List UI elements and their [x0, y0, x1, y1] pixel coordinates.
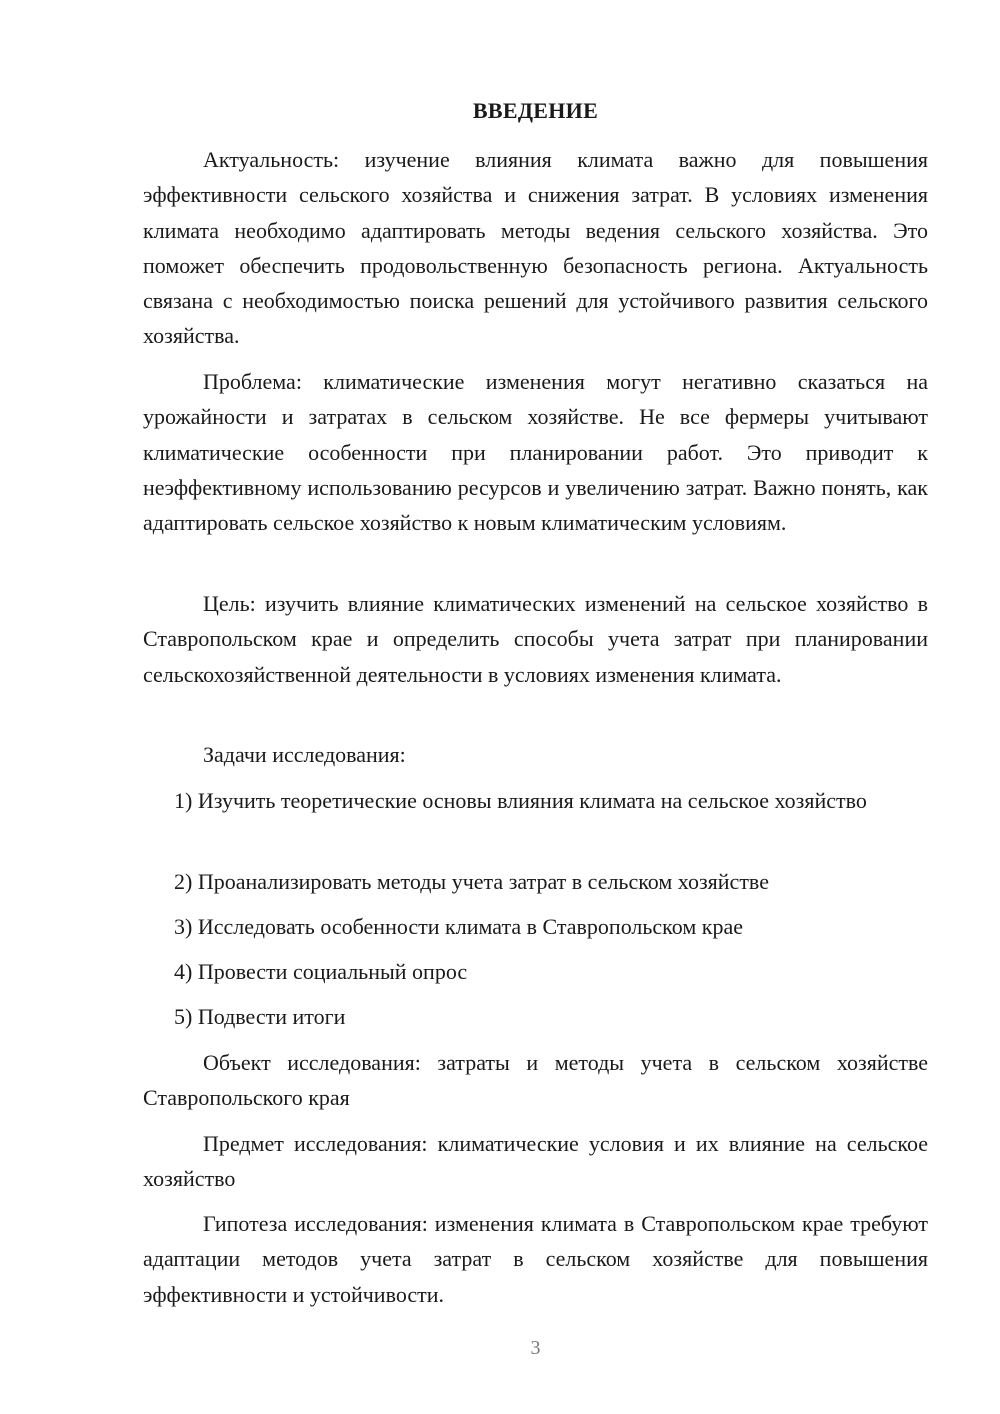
task-item-5: 5) Подвести итоги: [174, 1004, 346, 1029]
goal-paragraph: Цель: изучить влияние климатических изменений на сельское хозяйство в Ставропольском крае и определить способы учета затрат при планировании сельскохозяйственной деятельности в условиях изменения климата.: [143, 591, 928, 687]
task-item-4: 4) Провести социальный опрос: [174, 959, 468, 984]
task-item-1: 1) Изучить теоретические основы влияния климата на сельское хозяйство: [174, 788, 867, 813]
problem-paragraph: Проблема: климатические изменения могут негативно сказаться на урожайности и затратах в сельском хозяйстве. Не все фермеры учитывают климатические особенности при планировании работ. Это приводит к неэффективному использованию ресурсов и увеличению затрат. Важно понять, как адаптировать сельское хозяйство к новым климатическим условиям.: [143, 369, 928, 536]
hypothesis-paragraph: Гипотеза исследования: изменения климата в Ставропольском крае требуют адаптации методов учета затрат в сельском хозяйстве для повышения эффективности и устойчивости.: [143, 1211, 928, 1307]
relevance-paragraph: Актуальность: изучение влияния климата важно для повышения эффективности сельского хозяйства и снижения затрат. В условиях изменения климата необходимо адаптировать методы ведения сельского хозяйства. Это поможет обеспечить продовольственную безопасность региона. Актуальность связана с необходимостью поиска решений для устойчивого развития сельского хозяйства.: [143, 147, 928, 349]
tasks-heading: Задачи исследования:: [203, 742, 406, 767]
task-item-2: 2) Проанализировать методы учета затрат в сельском хозяйстве: [174, 869, 769, 894]
object-paragraph: Объект исследования: затраты и методы учета в сельском хозяйстве Ставропольского края: [143, 1050, 928, 1111]
page-number: 3: [530, 1337, 541, 1359]
task-item-3: 3) Исследовать особенности климата в Ставропольском крае: [174, 914, 743, 939]
subject-paragraph: Предмет исследования: климатические условия и их влияние на сельское хозяйство: [143, 1131, 928, 1192]
section-title: ВВЕДЕНИЕ: [472, 98, 599, 123]
